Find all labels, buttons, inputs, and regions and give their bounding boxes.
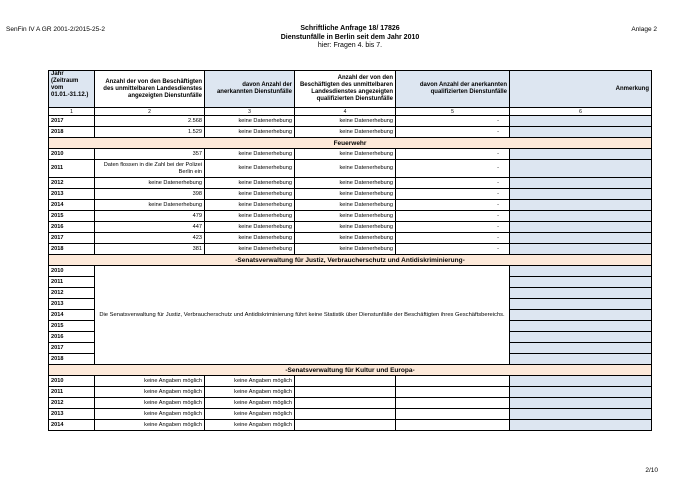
qualified-reported-cell: keine Datenerhebung	[295, 233, 396, 244]
qualified-reported-cell: keine Datenerhebung	[295, 127, 396, 138]
column-number: 1	[49, 108, 95, 116]
qualified-recognized-cell	[396, 398, 510, 409]
year-cell: 2010	[49, 266, 95, 277]
attachment-label: Anlage 2	[631, 26, 657, 33]
section-header-feuerwehr	[49, 138, 652, 149]
table-row	[49, 387, 652, 398]
section-header-kultur	[49, 365, 652, 376]
reported-cell: 1.529	[95, 127, 205, 138]
recognized-cell: keine Datenerhebung	[205, 178, 295, 189]
table-row	[49, 376, 652, 387]
qualified-recognized-cell	[396, 420, 510, 431]
table-row	[49, 222, 652, 233]
remark-cell	[510, 343, 652, 354]
qualified-recognized-cell: -	[396, 149, 510, 160]
qualified-recognized-cell: -	[396, 233, 510, 244]
recognized-cell: keine Datenerhebung	[205, 127, 295, 138]
year-cell: 2018	[49, 354, 95, 365]
col-header-qualified-recognized: davon Anzahl der anerkannten qualifizierten Dienstunfälle	[396, 71, 510, 108]
recognized-cell: keine Angaben möglich	[205, 420, 295, 431]
table-row	[49, 127, 652, 138]
table-row	[49, 409, 652, 420]
year-cell: 2013	[49, 189, 95, 200]
header-row	[49, 71, 652, 108]
column-number: 2	[95, 108, 205, 116]
qualified-reported-cell	[295, 409, 396, 420]
column-number: 4	[295, 108, 396, 116]
recognized-cell: keine Datenerhebung	[205, 211, 295, 222]
qualified-recognized-cell	[396, 376, 510, 387]
table-row	[49, 200, 652, 211]
recognized-cell: keine Datenerhebung	[205, 244, 295, 255]
table-row	[49, 149, 652, 160]
qualified-reported-cell: keine Datenerhebung	[295, 200, 396, 211]
recognized-cell: keine Datenerhebung	[205, 160, 295, 178]
year-cell: 2010	[49, 376, 95, 387]
remark-cell	[510, 189, 652, 200]
remark-cell	[510, 200, 652, 211]
remark-cell	[510, 299, 652, 310]
year-cell: 2017	[49, 116, 95, 127]
qualified-recognized-cell: -	[396, 189, 510, 200]
remark-cell	[510, 149, 652, 160]
year-cell: 2011	[49, 387, 95, 398]
document-note: hier: Fragen 4. bis 7.	[317, 42, 383, 49]
qualified-reported-cell: keine Datenerhebung	[295, 149, 396, 160]
recognized-cell: keine Datenerhebung	[205, 222, 295, 233]
reported-cell: 398	[95, 189, 205, 200]
remark-cell	[510, 222, 652, 233]
reported-cell: Daten flossen in die Zahl bei der Polizei Berlin ein	[95, 160, 205, 178]
recognized-cell: keine Datenerhebung	[205, 233, 295, 244]
qualified-recognized-cell: -	[396, 116, 510, 127]
document-title: Schriftliche Anfrage 18/ 17826	[300, 25, 400, 32]
qualified-reported-cell	[295, 398, 396, 409]
table-row	[49, 211, 652, 222]
remark-cell	[510, 321, 652, 332]
remark-cell	[510, 116, 652, 127]
section-header-justiz	[49, 255, 652, 266]
table-row	[49, 398, 652, 409]
accidents-table	[48, 70, 652, 431]
col-header-qualified-reported: Anzahl der von den Beschäftigten des unmittelbaren Landesdienstes angezeigten qualifizierten Dienstunfälle	[295, 71, 396, 108]
qualified-reported-cell	[295, 376, 396, 387]
recognized-cell: keine Datenerhebung	[205, 189, 295, 200]
year-cell: 2014	[49, 420, 95, 431]
remark-cell	[510, 178, 652, 189]
reported-cell: 2.568	[95, 116, 205, 127]
qualified-recognized-cell: -	[396, 222, 510, 233]
section-title: -Senatsverwaltung für Kultur und Europa-	[49, 365, 652, 376]
section-title: Feuerwehr	[49, 138, 652, 149]
table-row	[49, 178, 652, 189]
table-row	[49, 160, 652, 178]
remark-cell	[510, 398, 652, 409]
remark-cell	[510, 127, 652, 138]
recognized-cell: keine Angaben möglich	[205, 398, 295, 409]
qualified-reported-cell: keine Datenerhebung	[295, 189, 396, 200]
qualified-recognized-cell: -	[396, 127, 510, 138]
qualified-recognized-cell: -	[396, 160, 510, 178]
column-number: 5	[396, 108, 510, 116]
year-cell: 2017	[49, 343, 95, 354]
reported-cell: 357	[95, 149, 205, 160]
table-row	[49, 266, 652, 277]
qualified-reported-cell	[295, 387, 396, 398]
year-cell: 2012	[49, 398, 95, 409]
document-header	[0, 25, 700, 51]
year-cell: 2016	[49, 222, 95, 233]
table-row	[49, 189, 652, 200]
col-header-remark: Anmerkung	[510, 71, 652, 108]
qualified-reported-cell	[295, 420, 396, 431]
remark-cell	[510, 288, 652, 299]
recognized-cell: keine Datenerhebung	[205, 116, 295, 127]
remark-cell	[510, 376, 652, 387]
year-cell: 2016	[49, 332, 95, 343]
remark-cell	[510, 332, 652, 343]
reported-cell: keine Angaben möglich	[95, 376, 205, 387]
section-title: -Senatsverwaltung für Justiz, Verbraucherschutz und Antidiskriminierung-	[49, 255, 652, 266]
reported-cell: 381	[95, 244, 205, 255]
year-cell: 2010	[49, 149, 95, 160]
year-cell: 2018	[49, 244, 95, 255]
remark-cell	[510, 244, 652, 255]
justiz-note: Die Senatsverwaltung für Justiz, Verbraucherschutz und Antidiskriminierung führt keine Statistik über Dienstunfälle der Beschäftigten ihres Geschäftsbereichs.	[95, 266, 510, 365]
table-row	[49, 420, 652, 431]
table-row	[49, 244, 652, 255]
col-header-year: Jahr (Zeitraum vom 01.01.-31.12.)	[49, 71, 95, 108]
qualified-reported-cell: keine Datenerhebung	[295, 160, 396, 178]
col-header-recognized: davon Anzahl der anerkannten Dienstunfälle	[205, 71, 295, 108]
table-row	[49, 233, 652, 244]
qualified-reported-cell: keine Datenerhebung	[295, 116, 396, 127]
reported-cell: 423	[95, 233, 205, 244]
qualified-recognized-cell: -	[396, 200, 510, 211]
qualified-reported-cell: keine Datenerhebung	[295, 211, 396, 222]
year-cell: 2014	[49, 310, 95, 321]
column-number: 3	[205, 108, 295, 116]
year-cell: 2011	[49, 277, 95, 288]
col-header-reported: Anzahl der von den Beschäftigten des unmittelbaren Landesdienstes angezeigten Dienstunfälle	[95, 71, 205, 108]
table-row	[49, 116, 652, 127]
qualified-recognized-cell: -	[396, 211, 510, 222]
qualified-recognized-cell: -	[396, 178, 510, 189]
recognized-cell: keine Angaben möglich	[205, 376, 295, 387]
qualified-recognized-cell: -	[396, 244, 510, 255]
document-subtitle: Dienstunfälle in Berlin seit dem Jahr 2010	[280, 33, 420, 41]
year-cell: 2017	[49, 233, 95, 244]
year-cell: 2015	[49, 211, 95, 222]
recognized-cell: keine Angaben möglich	[205, 409, 295, 420]
column-number-row	[49, 108, 652, 116]
year-cell: 2013	[49, 299, 95, 310]
year-cell: 2015	[49, 321, 95, 332]
qualified-reported-cell: keine Datenerhebung	[295, 222, 396, 233]
year-cell: 2012	[49, 178, 95, 189]
remark-cell	[510, 354, 652, 365]
reported-cell: keine Angaben möglich	[95, 387, 205, 398]
remark-cell	[510, 409, 652, 420]
year-cell: 2018	[49, 127, 95, 138]
qualified-reported-cell: keine Datenerhebung	[295, 244, 396, 255]
reported-cell: keine Angaben möglich	[95, 409, 205, 420]
qualified-recognized-cell	[396, 387, 510, 398]
remark-cell	[510, 420, 652, 431]
remark-cell	[510, 310, 652, 321]
reported-cell: 479	[95, 211, 205, 222]
recognized-cell: keine Datenerhebung	[205, 149, 295, 160]
year-cell: 2014	[49, 200, 95, 211]
reported-cell: keine Datenerhebung	[95, 178, 205, 189]
remark-cell	[510, 266, 652, 277]
remark-cell	[510, 211, 652, 222]
column-number: 6	[510, 108, 652, 116]
recognized-cell: keine Datenerhebung	[205, 200, 295, 211]
reported-cell: 447	[95, 222, 205, 233]
qualified-reported-cell: keine Datenerhebung	[295, 178, 396, 189]
remark-cell	[510, 387, 652, 398]
reported-cell: keine Datenerhebung	[95, 200, 205, 211]
reported-cell: keine Angaben möglich	[95, 398, 205, 409]
year-cell: 2011	[49, 160, 95, 178]
remark-cell	[510, 160, 652, 178]
document-reference: SenFin IV A GR 2001-2/2015-25-2	[6, 26, 106, 33]
year-cell: 2012	[49, 288, 95, 299]
reported-cell: keine Angaben möglich	[95, 420, 205, 431]
remark-cell	[510, 233, 652, 244]
qualified-recognized-cell	[396, 409, 510, 420]
recognized-cell: keine Angaben möglich	[205, 387, 295, 398]
page-number: 2/10	[645, 467, 658, 474]
year-cell: 2013	[49, 409, 95, 420]
remark-cell	[510, 277, 652, 288]
